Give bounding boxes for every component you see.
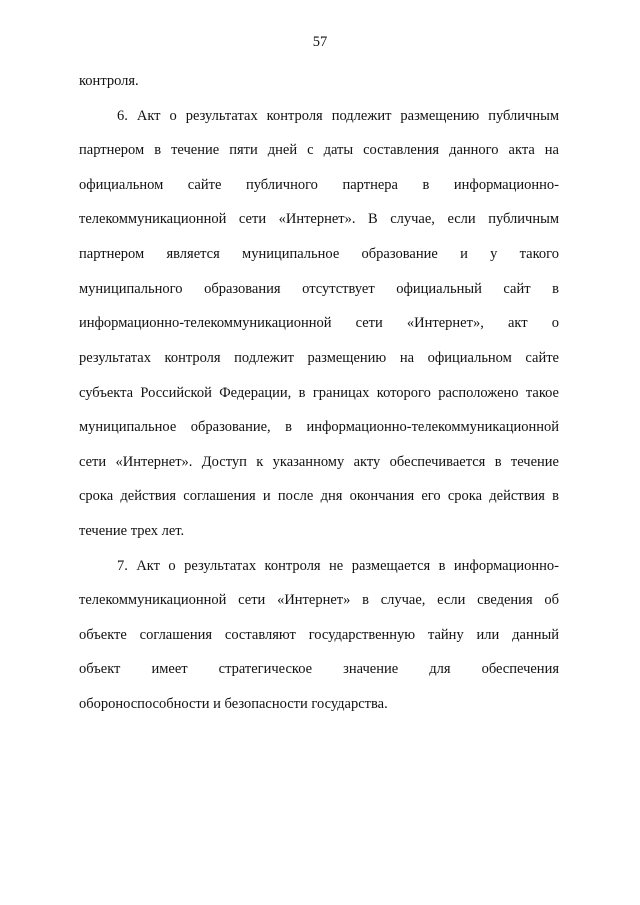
text-line: телекоммуникационной сети «Интернет». В случае, если публичным — [79, 211, 559, 227]
text-line: информационно-телекоммуникационной сети «Интернет», акт о — [79, 315, 559, 331]
text-line: объект имеет стратегическое значение для обеспечения — [79, 661, 559, 677]
text-line: партнером в течение пяти дней с даты составления данного акта на — [79, 142, 559, 158]
text-line: срока действия соглашения и после дня окончания его срока действия в — [79, 488, 559, 504]
text-line: сети «Интернет». Доступ к указанному акту обеспечивается в течение — [79, 454, 559, 470]
text-line: официальном сайте публичного партнера в информационно- — [79, 177, 559, 193]
text-line: партнером является муниципальное образование и у такого — [79, 246, 559, 262]
text-line: обороноспособности и безопасности государства. — [79, 696, 388, 712]
page-number: 57 — [312, 34, 328, 50]
text-line: объекте соглашения составляют государственную тайну или данный — [79, 627, 559, 643]
text-line: течение трех лет. — [79, 523, 185, 539]
text-line: муниципального образования отсутствует официальный сайт в — [79, 281, 559, 297]
text-line: результатах контроля подлежит размещению на официальном сайте — [79, 350, 559, 366]
text-line: муниципальное образование, в информационно-телекоммуникационной — [79, 419, 559, 435]
text-line: 7. Акт о результатах контроля не размещается в информационно- — [117, 558, 559, 574]
text-line: контроля. — [79, 73, 139, 89]
text-line: субъекта Российской Федерации, в границах которого расположено такое — [79, 385, 559, 401]
text-line: 6. Акт о результатах контроля подлежит размещению публичным — [117, 108, 559, 124]
text-line: телекоммуникационной сети «Интернет» в случае, если сведения об — [79, 592, 559, 608]
